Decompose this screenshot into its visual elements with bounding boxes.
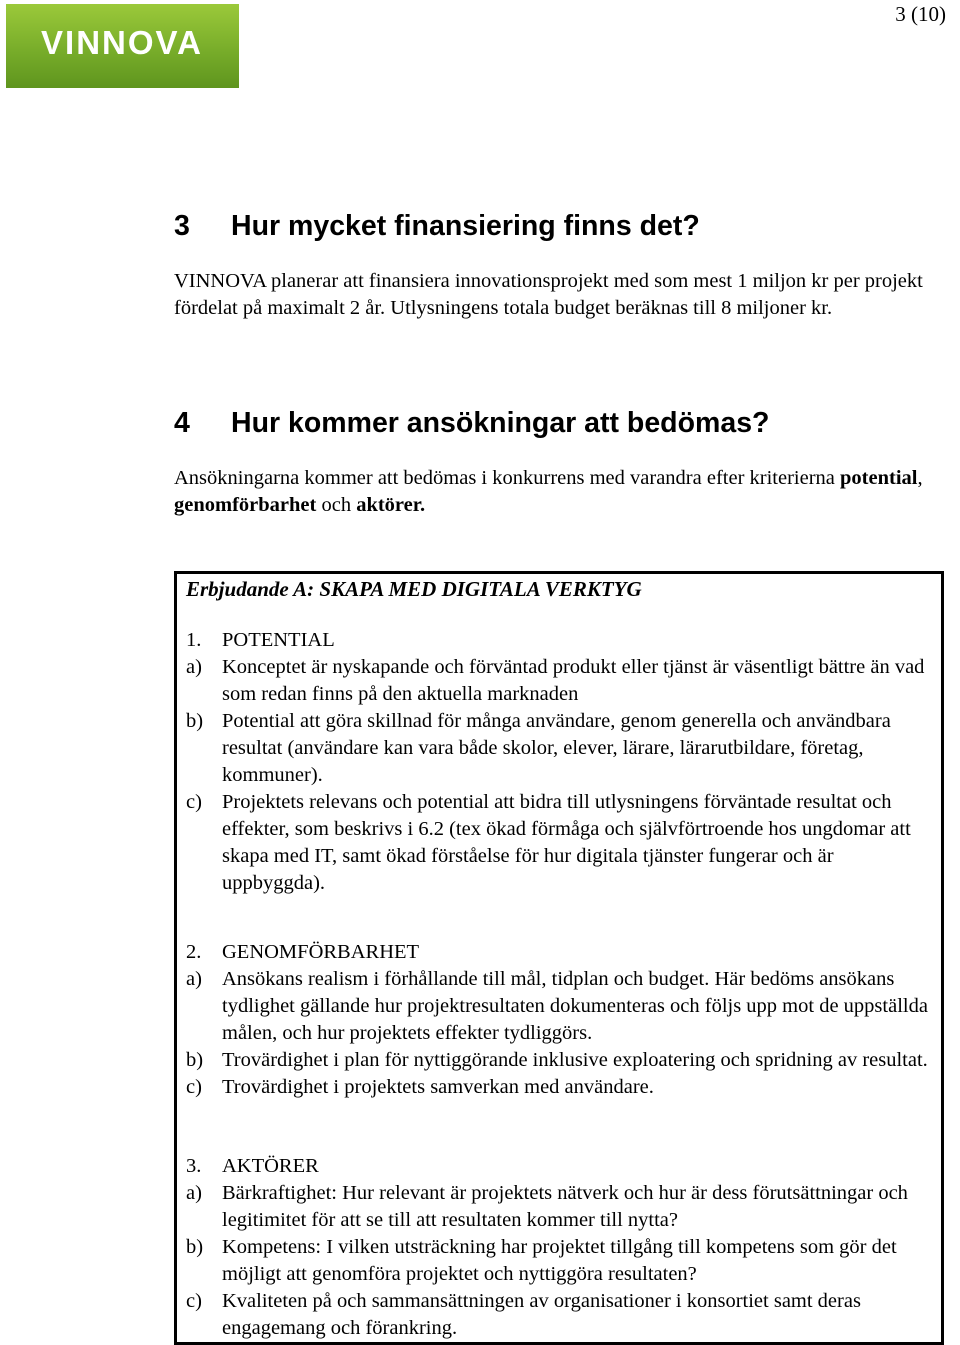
vinnova-logo-text: VINNOVA [41,24,203,61]
item-label: a) [186,968,202,990]
list-item [186,1074,932,1101]
list-item [186,789,932,897]
item-label: c) [186,1290,202,1312]
vinnova-logo-graphic [6,4,239,88]
box-title: Erbjudande A: SKAPA MED DIGITALA VERKTYG [186,577,642,601]
criterion-number: 2. [186,941,202,963]
list-item [186,1234,932,1288]
section-4-intro [174,465,944,519]
criterion-number: 1. [186,629,202,651]
criterion-number: 3. [186,1155,202,1177]
criterion-aktorer-section [186,1153,932,1342]
item-text: Konceptet är nyskapande och förväntad produkt eller tjänst är väsentligt bättre än vad som redan finns på den aktuella marknaden [222,656,925,705]
item-label: a) [186,656,202,678]
list-item [186,1047,932,1074]
section-4-number: 4 [174,407,190,439]
item-text: Potential att göra skillnad för många användare, genom generella och användbara resultat (användare kan vara både skolor, elever, lärare, lärarutbildare, företag, kommuner). [222,710,891,786]
criterion-genomforbarhet-section [186,939,932,1101]
list-item [186,1180,932,1234]
item-text: Kompetens: I vilken utsträckning har projektet tillgång till kompetens som gör det möjligt att genomföra projektet och nyttiggöra resultaten? [222,1236,897,1285]
criterion-heading [186,627,932,654]
item-label: b) [186,1236,204,1258]
intro-text: Ansökningarna kommer att bedömas i konkurrens med varandra efter kriterierna [174,467,835,489]
section-4-heading [174,406,769,440]
list-item [186,1288,932,1342]
criterion-aktorer: aktörer. [356,494,426,516]
intro-sep-2: och [316,494,357,516]
section-3-heading [174,209,700,243]
page-number: 3 (10) [895,2,946,26]
item-label: b) [186,710,204,732]
item-text: Trovärdighet i projektets samverkan med användare. [222,1076,654,1098]
section-3-title: Hur mycket finansiering finns det? [231,210,700,242]
criterion-potential: potential [840,467,918,489]
section-3-number: 3 [174,210,190,242]
list-item [186,966,932,1047]
criterion-heading [186,1153,932,1180]
item-text: Trovärdighet i plan för nyttiggörande inklusive exploatering och spridning av resultat. [222,1049,928,1071]
section-3-body: VINNOVA planerar att finansiera innovationsprojekt med som mest 1 miljon kr per projekt fördelat på maximalt 2 år. Utlysningens totala budget beräknas till 8 miljoner kr. [174,270,923,319]
item-text: Bärkraftighet: Hur relevant är projektets nätverk och hur är dess förutsättningar och legitimitet för att se till att resultaten kommer till nytta? [222,1182,908,1231]
criterion-heading [186,939,932,966]
vinnova-logo [6,4,239,88]
item-label: c) [186,791,202,813]
item-label: a) [186,1182,202,1204]
intro-sep-1: , [917,467,923,489]
criterion-title: POTENTIAL [222,629,335,651]
list-item [186,708,932,789]
item-label: b) [186,1049,204,1071]
criterion-potential-section [186,627,932,897]
item-text: Kvaliteten på och sammansättningen av organisationer i konsortiet samt deras engagemang och förankring. [222,1290,861,1339]
list-item [186,654,932,708]
item-text: Ansökans realism i förhållande till mål, tidplan och budget. Här bedöms ansökans tydlighet gällande hur projektresultaten dokumenteras och följs upp mot de uppställda målen, och hur projektets effekter tydliggörs. [222,968,928,1044]
criteria-box [174,571,944,1345]
criterion-title: AKTÖRER [222,1155,319,1177]
item-label: c) [186,1076,202,1098]
criterion-title: GENOMFÖRBARHET [222,941,420,963]
item-text: Projektets relevans och potential att bidra till utlysningens förväntade resultat och effekter, som beskrivs i 6.2 (tex ökad förmåga och självförtroende hos ungdomar att skapa med IT, samt ökad förståelse för hur digitala tjänster fungerar och är uppbyggda). [222,791,911,894]
section-4-title: Hur kommer ansökningar att bedömas? [231,407,770,439]
criterion-genomforbarhet: genomförbarhet [174,494,317,516]
